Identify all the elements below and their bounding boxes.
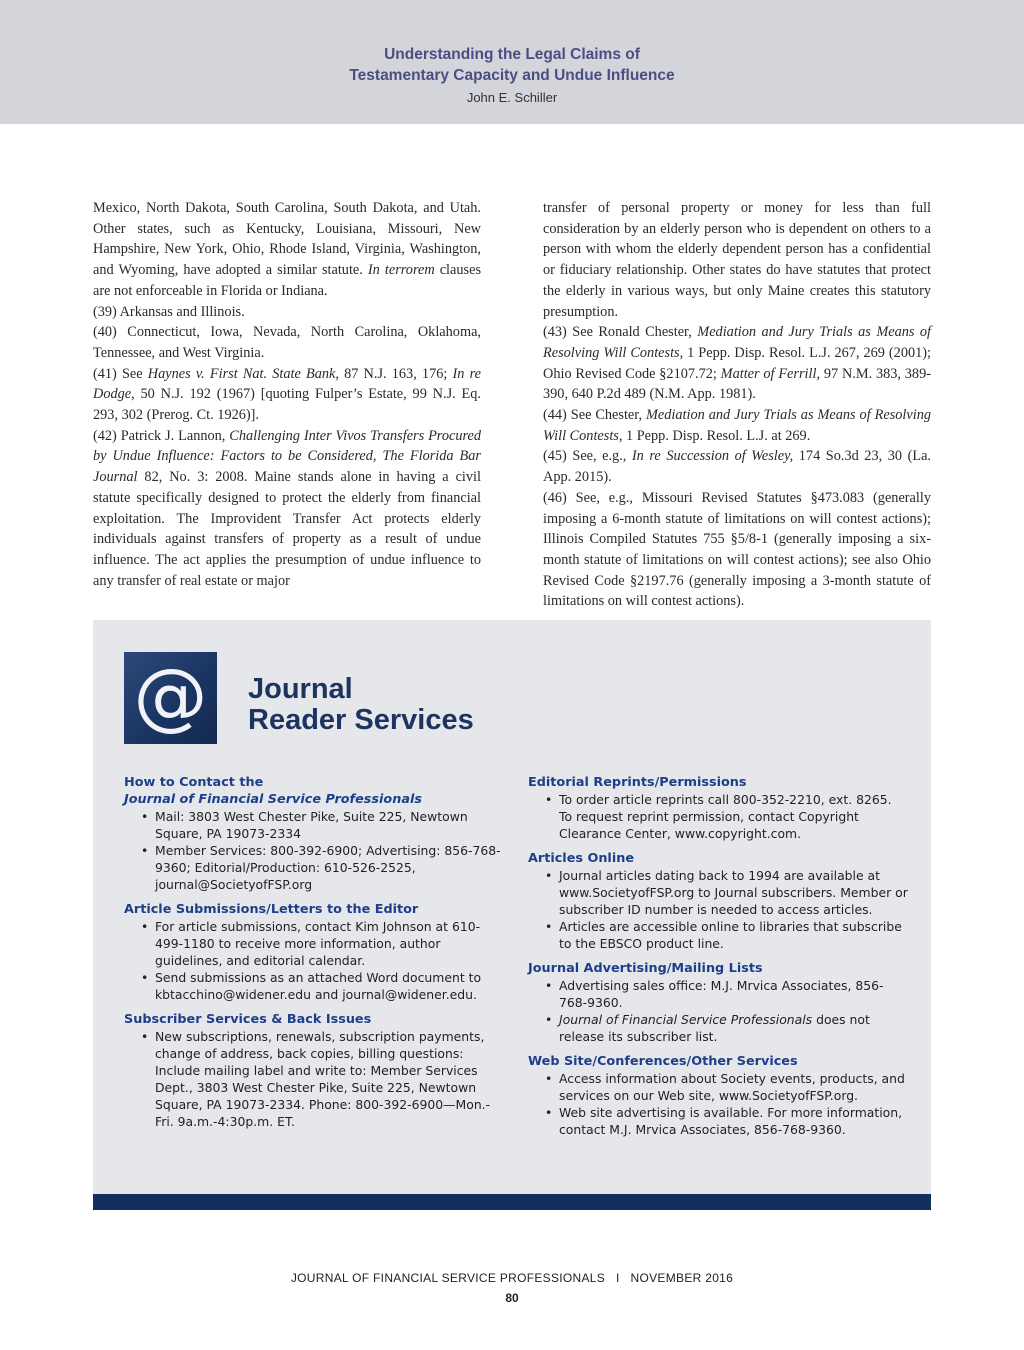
footnote-42 xyxy=(93,426,481,592)
text-run: (44) See Chester, xyxy=(543,407,646,424)
case-name: In re Succession of Wesley, xyxy=(631,448,794,465)
advertising-list xyxy=(528,977,908,1045)
title-line-1: Journal xyxy=(248,673,353,705)
list-item: • Send submissions as an attached Word document to kbtacchino@widener.edu and journal@widener.edu. xyxy=(155,969,504,1003)
case-name: In re Dodge, xyxy=(93,365,481,403)
reader-services-right-column xyxy=(528,774,908,1138)
advertising-heading: Journal Advertising/Mailing Lists xyxy=(528,961,763,976)
text-run: Mexico, North Dakota, South Carolina, South Dakota, and Utah. Other states, such as Kentucky, Louisiana, Missouri, New Hampshire, New York, Ohio, Rhode Island, Virginia, Washington, and Wyoming, have adopted a similar statute. xyxy=(93,200,481,279)
article-title xyxy=(0,44,1024,86)
articles-online-list xyxy=(528,867,908,952)
list-item: • Member Services: 800-392-6900; Advertising: 856-768-9360; Editorial/Production: 610-526-2525, journal@SocietyofFSP.org xyxy=(155,842,504,893)
footer-text: JOURNAL OF FINANCIAL SERVICE PROFESSIONALS I NOVEMBER 2016 xyxy=(290,1271,734,1285)
footnote-41 xyxy=(93,364,481,426)
website-list xyxy=(528,1070,908,1138)
journal-name: Journal of Financial Service Professionals xyxy=(559,1012,813,1027)
text-run: 174 So.3d 23, 30 (La. App. 2015). xyxy=(543,448,931,486)
list-item: • To order article reprints call 800-352-2210, ext. 8265. To request reprint permission, contact Copyright Clearance Center, www.copyright.com. xyxy=(559,791,908,842)
subscriber-heading: Subscriber Services & Back Issues xyxy=(124,1012,372,1027)
article-citation: Mediation and Jury Trials as Means of Resolving Will Contests, xyxy=(543,407,932,444)
website-heading: Web Site/Conferences/Other Services xyxy=(528,1054,798,1069)
footnote-39: (39) Arkansas and Illinois. xyxy=(93,303,245,320)
at-sign-icon: @ xyxy=(124,652,217,744)
articles-online-heading: Articles Online xyxy=(528,851,634,866)
list-item: • For article submissions, contact Kim Johnson at 610-499-1180 to receive more information, author guidelines, and editorial calendar. xyxy=(155,918,504,969)
reader-services-title xyxy=(248,674,474,736)
footnote-46: (46) See, e.g., Missouri Revised Statutes §473.083 (generally imposing a 6-month statute of limitations on will contest actions); Illinois Compiled Statutes 755 §5/8-1 (generally imposing a six-month statute of limitations on will contest actions); see also Ohio Revised Code §2197.76 (generally imposing a 3-month statute of limitations on will contest actions). xyxy=(543,489,931,610)
right-text-column xyxy=(543,198,931,612)
journal-name: Journal of Financial Service Professionals xyxy=(124,792,422,807)
list-item: • Articles are accessible online to libraries that subscribe to the EBSCO product line. xyxy=(559,918,908,952)
running-header xyxy=(0,0,1024,124)
contact-heading xyxy=(124,774,504,808)
list-item: • Access information about Society events, products, and services on our Web site, www.SocietyofFSP.org. xyxy=(559,1070,908,1104)
footnote-44 xyxy=(543,405,931,446)
article-author: John E. Schiller xyxy=(466,90,558,105)
list-item: • Web site advertising is available. For more information, contact M.J. Mrvica Associates, 856-768-9360. xyxy=(559,1104,908,1138)
article-citation: Challenging Inter Vivos Transfers Procured by Undue Influence: Factors to be Considered, The Florida Bar Journal xyxy=(93,427,482,486)
text-run: clauses are not enforceable in Florida or Indiana. xyxy=(93,262,482,299)
reprints-heading: Editorial Reprints/Permissions xyxy=(528,775,747,790)
reprints-list xyxy=(528,791,908,842)
list-item: • Advertising sales office: M.J. Mrvica Associates, 856-768-9360. xyxy=(559,977,908,1011)
subscriber-list xyxy=(124,1028,504,1130)
list-item: • New subscriptions, renewals, subscription payments, change of address, back copies, billing questions: Include mailing label and write to: Member Services Dept., 3803 West Chester Pike, Suite 225, Newtown Square, PA 19073-2334. Phone: 800-392-6900—Mon.-Fri. 9a.m.-4:30p.m. ET. xyxy=(155,1028,504,1130)
text-run: 82, No. 3: 2008. Maine stands alone in having a civil statute specifically designed to protect the elderly from financial exploitation. The Improvident Transfer Act protects elderly individuals against transfers of property as a result of undue influence. The act applies the presumption of undue influence to any transfer of real estate or major xyxy=(93,469,481,589)
footnote-45 xyxy=(543,446,931,487)
footnote-43 xyxy=(543,322,931,405)
text-run: does not release its subscriber list. xyxy=(559,1012,870,1044)
text-run: 1 Pepp. Disp. Resol. L.J. at 269. xyxy=(622,427,811,444)
submissions-heading: Article Submissions/Letters to the Editor xyxy=(124,902,419,917)
contact-list xyxy=(124,808,504,893)
list-item xyxy=(559,1011,908,1045)
article-citation: Mediation and Jury Trials as Means of Resolving Will Contests, xyxy=(543,324,932,361)
text-run: (45) See, e.g., xyxy=(543,448,632,465)
text-run: 97 N.M. 383, 389-390, 640 P.2d 489 (N.M. App. 1981). xyxy=(543,365,931,403)
text-run: (41) See xyxy=(93,365,148,382)
text-run: 87 N.J. 163, 176; xyxy=(338,365,453,382)
paragraph xyxy=(93,198,481,302)
text-run: 1 Pepp. Disp. Resol. L.J. 267, 269 (2001); Ohio Revised Code §2107.72; xyxy=(543,344,931,382)
heading-text: How to Contact the xyxy=(124,775,264,790)
submissions-list xyxy=(124,918,504,1003)
text-run: (43) See Ronald Chester, xyxy=(543,324,698,341)
page-number: 80 xyxy=(505,1291,519,1305)
case-name: Haynes v. First Nat. State Bank, xyxy=(147,365,339,382)
list-item: • Mail: 3803 West Chester Pike, Suite 225, Newtown Square, PA 19073-2334 xyxy=(155,808,504,842)
italic-text: In terrorem xyxy=(367,262,435,279)
article-title-line-2: Testamentary Capacity and Undue Influence xyxy=(349,67,675,84)
list-item: • Journal articles dating back to 1994 are available at www.SocietyofFSP.org to Journal subscribers. Member or subscriber ID number is needed to access articles. xyxy=(559,867,908,918)
footnote-40: (40) Connecticut, Iowa, Nevada, North Carolina, Oklahoma, Tennessee, and West Virginia. xyxy=(93,324,481,361)
article-title-line-1: Understanding the Legal Claims of xyxy=(384,46,640,63)
page-footer xyxy=(0,1271,1024,1285)
reader-services-left-column xyxy=(124,774,504,1130)
title-line-2: Reader Services xyxy=(248,704,474,736)
left-text-column xyxy=(93,198,481,591)
case-name: Matter of Ferrill, xyxy=(720,365,821,382)
text-run: 50 N.J. 192 (1967) [quoting Fulper’s Estate, 99 N.J. Eq. 293, 302 (Prerog. Ct. 1926)]. xyxy=(93,386,481,424)
reader-services-bottom-bar xyxy=(93,1194,931,1210)
text-run: (42) Patrick J. Lannon, xyxy=(93,427,230,444)
paragraph: transfer of personal property or money for less than full consideration by an elderly person who is dependent on others to a person with whom the elderly dependent person has a confidential or fiduciary relationship. Other states do have statutes that protect the elderly in various ways, but only Maine creates this statutory presumption. xyxy=(543,200,931,320)
